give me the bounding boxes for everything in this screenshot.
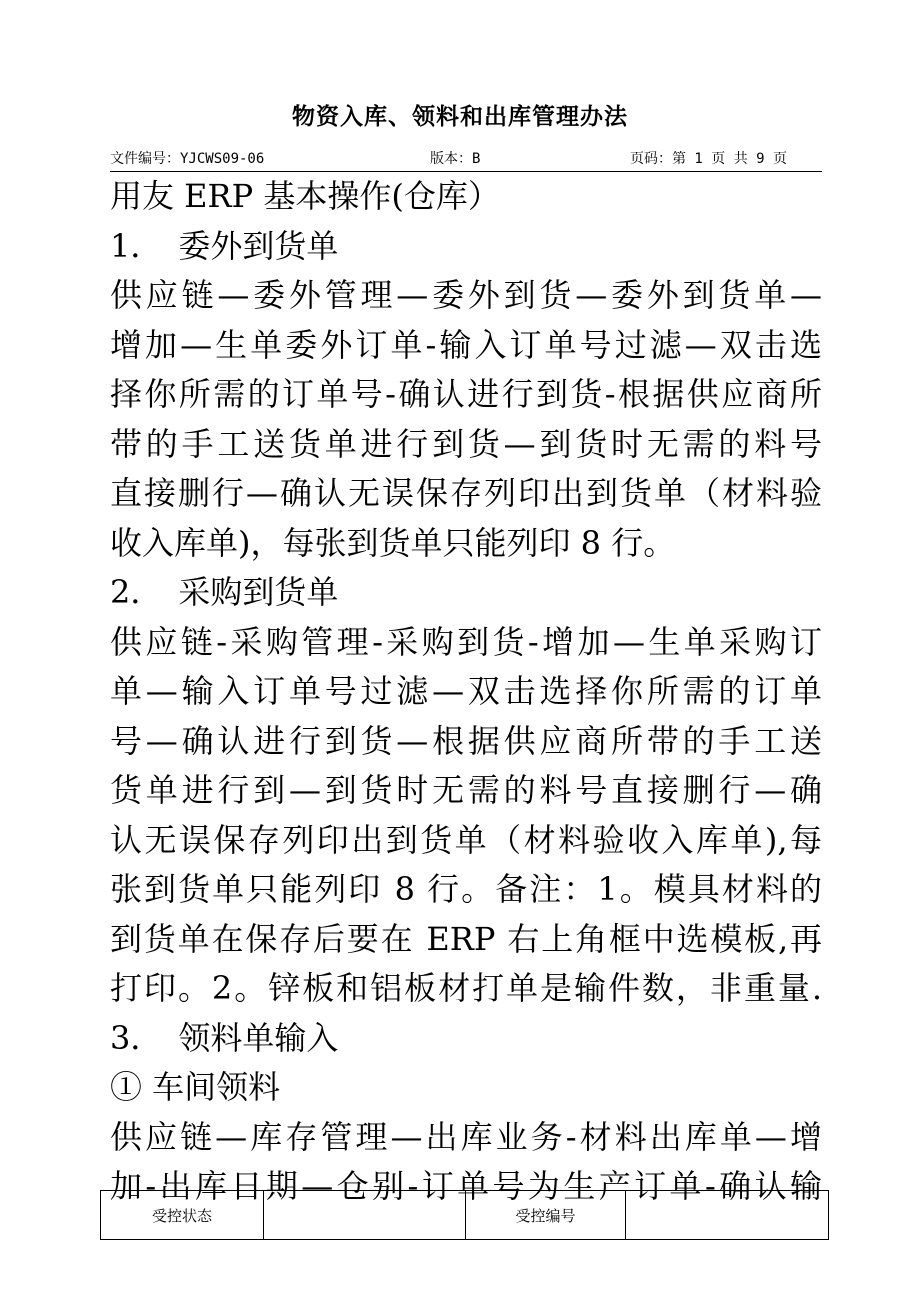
section-heading: 3． 领料单输入 bbox=[110, 1018, 339, 1057]
text-line: 直接删行—确认无误保存列印出到货单（材料验 bbox=[110, 474, 822, 512]
document-title: 物资入库、领料和出库管理办法 bbox=[292, 103, 628, 130]
text-line: 号—确认进行到货—根据供应商所带的手工送 bbox=[110, 721, 822, 760]
control-status-value bbox=[264, 1191, 466, 1240]
text-line: 择你所需的订单号-确认进行到货-根据供应商所 bbox=[110, 375, 822, 413]
text-line: 货单进行到—到货时无需的料号直接删行—确 bbox=[110, 771, 822, 809]
text-line: 到货单在保存后要在 ERP 右上角框中选模板,再 bbox=[110, 919, 822, 958]
text-line: 加-出库日期—仓别-订单号为生产订单-确认输 bbox=[110, 1167, 822, 1205]
section-heading: 1． 委外到货单 bbox=[110, 226, 339, 265]
control-number-value bbox=[626, 1191, 829, 1240]
text-line: 收入库单)，每张到货单只能列印 8 行。 bbox=[110, 523, 676, 562]
text-line: 单—输入订单号过滤—双击选择你所需的订单 bbox=[110, 672, 822, 710]
control-number-label: 受控编号 bbox=[466, 1191, 626, 1240]
text-line: 供应链—委外管理—委外到货—委外到货单— bbox=[110, 276, 822, 314]
body-text bbox=[110, 172, 822, 1212]
text-line: 用友 ERP 基本操作(仓库） bbox=[110, 177, 500, 215]
text-line: 带的手工送货单进行到货—到货时无需的料号 bbox=[110, 424, 822, 463]
text-line: 打印。2。锌板和铝板材打单是输件数，非重量. bbox=[110, 969, 822, 1007]
version: 版本：B bbox=[430, 151, 481, 167]
text-line: 认无误保存列印出到货单（材料验收入库单),每 bbox=[110, 820, 822, 859]
text-line: 增加—生单委外订单-输入订单号过滤—双击选 bbox=[110, 325, 822, 364]
control-table bbox=[100, 1190, 829, 1240]
text-line: 供应链—库存管理—出库业务-材料出库单—增 bbox=[110, 1117, 822, 1156]
file-number: 文件编号：YJCWS09-06 bbox=[110, 151, 265, 167]
text-line: 供应链-采购管理-采购到货-增加—生单采购订 bbox=[110, 622, 822, 661]
subsection-heading: ① 车间领料 bbox=[110, 1068, 281, 1106]
text-line: 张到货单只能列印 8 行。备注：1。模具材料的 bbox=[110, 870, 822, 908]
control-status-label: 受控状态 bbox=[101, 1191, 264, 1240]
page-info: 页码：第 1 页 共 9 页 bbox=[630, 151, 788, 167]
section-heading: 2． 采购到货单 bbox=[110, 573, 339, 611]
